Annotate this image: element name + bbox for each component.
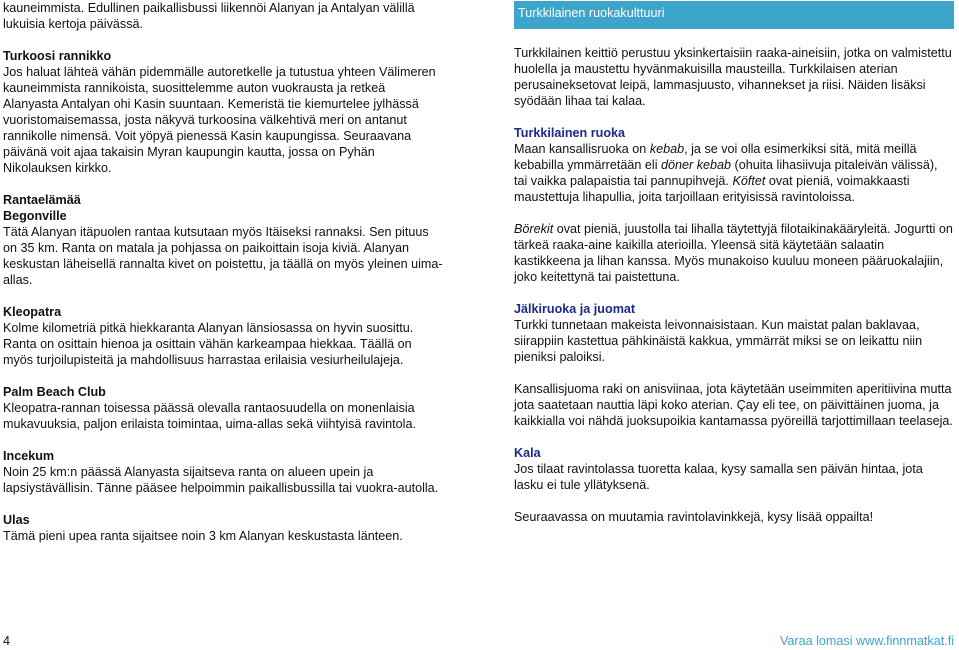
section-palm-beach-club — [3, 384, 443, 432]
section-heading: Palm Beach Club — [3, 385, 106, 399]
section-borekit — [514, 221, 954, 285]
section-incekum — [3, 448, 443, 496]
section-kala — [514, 445, 954, 493]
section-body: Kansallisjuoma raki on anisviinaa, jota käytetään useimmiten aperitiivina mutta jota saatetaan nauttia läpi koko aterian. Çay eli tee, on päivittäinen juoma, ja kaikkialla voi nähdä juoksupoikia kantamassa pyöreillä tarjottimillaan teelaseja. — [514, 382, 953, 428]
section-body: Kolme kilometriä pitkä hiekkaranta Alanyan länsiosassa on hyvin suosittu. Ranta on osittain hienoa ja osittain vähän karkeampaa hiekkaa. Täällä on myös turjoilupisteitä ja mahdollisuus harrastaa erilaisia vesiurheilulajeja. — [3, 321, 414, 367]
text-run: ovat pieniä, voimakkaasti maustettuja lihapullia, joita tarjoillaan erityisissä ravintoloissa. — [514, 174, 910, 204]
section-body: Tämä pieni upea ranta sijaitsee noin 3 km Alanyan keskustasta länteen. — [3, 529, 403, 543]
text-run: Maan kansallisruoka on — [514, 142, 650, 156]
text-run: ovat pieniä, juustolla tai lihalla täytettyjä filotaikinakääryleitä. Jogurtti on tärkeä raaka-aine kaikilla aterioilla. Yleensä sitä käytetään salaatin kastikkeena ja lihan kanssa. Myös munakoiso kuuluu moneen pääruokalajiin, joko keitettynä tai paistettuna. — [514, 222, 953, 284]
food-intro-paragraph: Turkkilainen keittiö perustuu yksinkertaisiin raaka-aineisiin, jotka on valmistettu huolella ja maustettu hyvänmakuisilla mausteilla. Turkkilaisen aterian perusaineksetovat leipä, lammasjuusto, vihannekset ja riisi. Näiden lisäksi syödään lihaa tai kalaa. — [514, 46, 952, 108]
left-column — [3, 0, 443, 544]
section-body: Seuraavassa on muutamia ravintolavinkkejä, kysy lisää oppailta! — [514, 510, 874, 524]
section-body: Noin 25 km:n päässä Alanyasta sijaitseva ranta on alueen upein ja lapsiystävällisin. Tänne pääsee helpoimmin paikallisbussilla tai vuokra-autolla. — [3, 465, 439, 495]
section-body: Jos tilaat ravintolassa tuoretta kalaa, kysy samalla sen päivän hintaa, jota lasku ei tule yllätyksenä. — [514, 462, 923, 492]
section-rantaelamaa — [3, 192, 443, 288]
emphasis-koftet: Köftet — [732, 174, 766, 188]
text-run: (ohuita lihasiivuja pitaleivän välissä), tai vaikka palapaistia tai pannupihvejä. — [514, 158, 938, 188]
section-ulas — [3, 512, 443, 544]
section-body: Jos haluat lähteä vähän pidemmälle autoretkelle ja tutustua yhteen Välimeren kauneimmista rannikoista, suosittelemme auton vuokrausta ja retkeä Alanyasta Antalyan ohi Kasin suuntaan. Kemeristä tie kiemurtelee jylhässä vuoristomaisemassa, josta näkyvä turkoosina välkehtivä meri on antanut rannikolle nimensä. Voit yöpyä pienessä Kasin kaupungissa. Seuraavana päivänä voit ajaa takaisin Myran kaupungin kautta, jossa on Pyhän Nikolauksen kirkko. — [3, 65, 436, 175]
emphasis-kebab: kebab — [649, 142, 685, 156]
section-body — [514, 221, 954, 285]
section-kleopatra — [3, 304, 443, 368]
section-heading: Incekum — [3, 449, 55, 463]
section-heading: Kala — [514, 446, 541, 460]
section-juomat — [514, 381, 954, 429]
section-banner: Turkkilainen ruokakulttuuri — [514, 1, 954, 29]
section-heading: Turkkilainen ruoka — [514, 126, 626, 140]
section-heading: Jälkiruoka ja juomat — [514, 302, 636, 316]
section-subheading: Begonville — [3, 209, 67, 223]
section-outro — [514, 509, 954, 525]
section-turkoosi-rannikko — [3, 48, 443, 176]
section-body: Turkki tunnetaan makeista leivonnaisistaan. Kun maistat palan baklavaa, siirappiin kastettua pähkinäistä kakkua, ymmärrät miksi se on leikattu niin pieniksi paloiksi. — [514, 318, 923, 364]
section-heading: Kleopatra — [3, 305, 62, 319]
section-turkkilainen-ruoka — [514, 125, 954, 205]
section-heading: Rantaelämää — [3, 193, 81, 207]
page-number: 4 — [3, 634, 11, 648]
section-body: Tätä Alanyan itäpuolen rantaa kutsutaan myös Itäiseksi rannaksi. Sen pituus on 35 km. Ranta on matala ja pohjassa on paikoittain isoja kiviä. Alanyan keskustan läheisellä rannalta kivet on poistettu, ja täällä on myös yleinen uima-allas. — [3, 225, 443, 287]
right-column — [514, 1, 954, 525]
section-heading: Ulas — [3, 513, 30, 527]
section-body — [514, 141, 954, 205]
intro-paragraph: kauneimmista. Edullinen paikallisbussi liikennöi Alanyan ja Antalyan välillä lukuisia kertoja päivässä. — [3, 1, 415, 31]
footer-booking-link[interactable]: Varaa lomasi www.finnmatkat.fi — [779, 634, 954, 648]
emphasis-borekit: Börekit — [514, 222, 554, 236]
section-heading: Turkoosi rannikko — [3, 49, 112, 63]
section-body: Kleopatra-rannan toisessa päässä olevalla rantaosuudella on monenlaisia mukavuuksia, paljon erilaista toimintaa, uima-allas sekä viihtyisä ravintola. — [3, 401, 416, 431]
emphasis-doner: döner kebab — [661, 158, 732, 172]
text-run: , ja se voi olla esimerkiksi sitä, mitä meillä kebabilla ymmärretään eli — [514, 142, 917, 172]
section-jalkiruoka — [514, 301, 954, 365]
